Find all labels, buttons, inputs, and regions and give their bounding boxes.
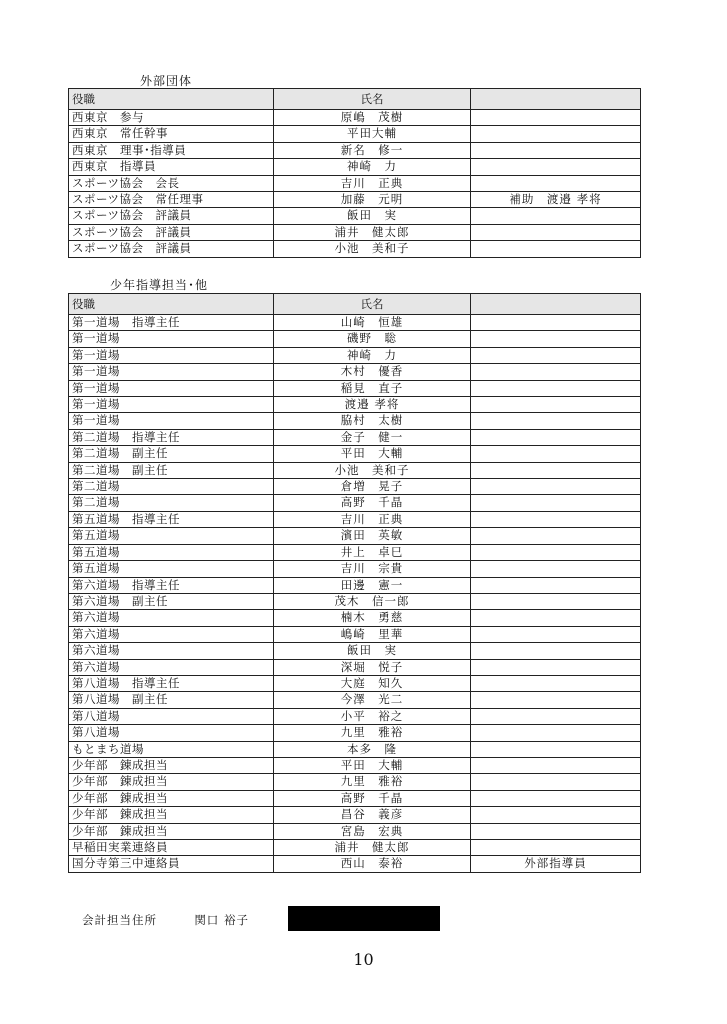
name-cell: 渡邉 孝将 xyxy=(274,397,471,413)
role-cell: 第一道場 xyxy=(69,380,274,396)
role-cell: もとまち道場 xyxy=(69,741,274,757)
name-cell: 九里 雅裕 xyxy=(274,774,471,790)
table-row xyxy=(69,495,641,511)
table-row xyxy=(69,331,641,347)
name-cell: 深堀 悦子 xyxy=(274,659,471,675)
note-cell xyxy=(471,110,641,126)
note-cell xyxy=(471,479,641,495)
role-cell: 第二道場 指導主任 xyxy=(69,429,274,445)
name-cell: 高野 千晶 xyxy=(274,495,471,511)
note-cell xyxy=(471,224,641,240)
note-cell xyxy=(471,708,641,724)
table-row xyxy=(69,511,641,527)
table-row xyxy=(69,479,641,495)
note-cell xyxy=(471,725,641,741)
note-cell xyxy=(471,511,641,527)
table-row xyxy=(69,446,641,462)
note-cell xyxy=(471,347,641,363)
table-row xyxy=(69,208,641,224)
role-cell: 少年部 錬成担当 xyxy=(69,823,274,839)
table-row xyxy=(69,364,641,380)
role-cell: 少年部 錬成担当 xyxy=(69,757,274,773)
role-column-header: 役職 xyxy=(69,89,274,110)
role-cell: 第六道場 xyxy=(69,626,274,642)
name-cell: 脇村 太樹 xyxy=(274,413,471,429)
name-cell: 宮島 宏典 xyxy=(274,823,471,839)
role-cell: 第五道場 xyxy=(69,528,274,544)
role-cell: 第八道場 xyxy=(69,725,274,741)
name-column-header: 氏名 xyxy=(274,89,471,110)
note-column-header xyxy=(471,89,641,110)
note-cell xyxy=(471,823,641,839)
name-cell: 神崎 力 xyxy=(274,159,471,175)
name-cell: 浦井 健太郎 xyxy=(274,840,471,856)
role-column-header: 役職 xyxy=(69,294,274,315)
accounting-address-label: 会計担当住所 xyxy=(82,913,157,927)
youth-section-title: 少年指導担当･他 xyxy=(110,278,209,292)
note-cell xyxy=(471,241,641,257)
name-cell: 浦井 健太郎 xyxy=(274,224,471,240)
table-row xyxy=(69,757,641,773)
note-cell xyxy=(471,126,641,142)
table-row xyxy=(69,429,641,445)
name-cell: 大庭 知久 xyxy=(274,675,471,691)
table-row xyxy=(69,725,641,741)
note-cell xyxy=(471,364,641,380)
table-row xyxy=(69,544,641,560)
role-cell: 第二道場 xyxy=(69,479,274,495)
role-cell: 第一道場 xyxy=(69,331,274,347)
youth-instructors-table xyxy=(68,293,641,873)
table-row xyxy=(69,774,641,790)
role-cell: 第一道場 指導主任 xyxy=(69,315,274,331)
note-cell xyxy=(471,380,641,396)
role-cell: 第一道場 xyxy=(69,347,274,363)
table-row xyxy=(69,142,641,158)
name-cell: 嶋崎 里華 xyxy=(274,626,471,642)
table-row xyxy=(69,643,641,659)
note-cell xyxy=(471,757,641,773)
name-cell: 高野 千晶 xyxy=(274,790,471,806)
role-cell: 第一道場 xyxy=(69,413,274,429)
note-cell xyxy=(471,397,641,413)
table-row xyxy=(69,224,641,240)
role-cell: 国分寺第三中連絡員 xyxy=(69,856,274,872)
note-cell xyxy=(471,807,641,823)
table-row xyxy=(69,593,641,609)
note-cell xyxy=(471,315,641,331)
note-cell xyxy=(471,413,641,429)
external-section-title: 外部団体 xyxy=(140,74,193,88)
note-cell xyxy=(471,528,641,544)
name-cell: 茂木 信一郎 xyxy=(274,593,471,609)
role-cell: 第二道場 副主任 xyxy=(69,462,274,478)
note-cell xyxy=(471,741,641,757)
name-cell: 新名 修一 xyxy=(274,142,471,158)
role-cell: 第六道場 副主任 xyxy=(69,593,274,609)
name-cell: 神崎 力 xyxy=(274,347,471,363)
table-row xyxy=(69,126,641,142)
note-cell xyxy=(471,544,641,560)
note-cell xyxy=(471,790,641,806)
note-cell xyxy=(471,446,641,462)
table-row xyxy=(69,807,641,823)
table-row xyxy=(69,175,641,191)
note-cell xyxy=(471,495,641,511)
table-row xyxy=(69,397,641,413)
note-cell: 外部指導員 xyxy=(471,856,641,872)
table-row xyxy=(69,462,641,478)
name-cell: 楠木 勇慈 xyxy=(274,610,471,626)
role-cell: 少年部 錬成担当 xyxy=(69,774,274,790)
name-cell: 井上 卓巳 xyxy=(274,544,471,560)
name-cell: 小平 裕之 xyxy=(274,708,471,724)
role-cell: 第二道場 xyxy=(69,495,274,511)
name-column-header: 氏名 xyxy=(274,294,471,315)
role-cell: 第一道場 xyxy=(69,397,274,413)
role-cell: 第六道場 xyxy=(69,610,274,626)
name-cell: 磯野 聡 xyxy=(274,331,471,347)
note-cell xyxy=(471,840,641,856)
table-row xyxy=(69,347,641,363)
name-cell: 小池 美和子 xyxy=(274,462,471,478)
note-column-header xyxy=(471,294,641,315)
table-row xyxy=(69,159,641,175)
note-cell xyxy=(471,208,641,224)
external-organizations-table xyxy=(68,88,641,258)
role-cell: 少年部 錬成担当 xyxy=(69,790,274,806)
name-cell: 吉川 宗貴 xyxy=(274,561,471,577)
table-row xyxy=(69,577,641,593)
role-cell: スポーツ協会 会長 xyxy=(69,175,274,191)
note-cell xyxy=(471,462,641,478)
note-cell: 補助 渡邉 孝将 xyxy=(471,192,641,208)
role-cell: 第八道場 指導主任 xyxy=(69,675,274,691)
role-cell: 第二道場 副主任 xyxy=(69,446,274,462)
note-cell xyxy=(471,577,641,593)
name-cell: 平田 大輔 xyxy=(274,757,471,773)
name-cell: 昌谷 義彦 xyxy=(274,807,471,823)
redacted-address-block xyxy=(288,906,440,931)
note-cell xyxy=(471,774,641,790)
note-cell xyxy=(471,593,641,609)
table-row xyxy=(69,790,641,806)
role-cell: 第五道場 xyxy=(69,544,274,560)
role-cell: 早稲田実業連絡員 xyxy=(69,840,274,856)
name-cell: 今澤 光二 xyxy=(274,692,471,708)
role-cell: 西東京 理事･指導員 xyxy=(69,142,274,158)
name-cell: 田邊 憲一 xyxy=(274,577,471,593)
table-row xyxy=(69,659,641,675)
role-cell: スポーツ協会 評議員 xyxy=(69,224,274,240)
note-cell xyxy=(471,626,641,642)
table-row xyxy=(69,823,641,839)
table-row xyxy=(69,380,641,396)
role-cell: 第六道場 指導主任 xyxy=(69,577,274,593)
note-cell xyxy=(471,610,641,626)
note-cell xyxy=(471,692,641,708)
role-cell: 西東京 参与 xyxy=(69,110,274,126)
note-cell xyxy=(471,175,641,191)
name-cell: 金子 健一 xyxy=(274,429,471,445)
table-row xyxy=(69,413,641,429)
note-cell xyxy=(471,159,641,175)
name-cell: 加藤 元明 xyxy=(274,192,471,208)
role-cell: スポーツ協会 評議員 xyxy=(69,241,274,257)
table-row xyxy=(69,741,641,757)
table-row xyxy=(69,528,641,544)
note-cell xyxy=(471,142,641,158)
table-row xyxy=(69,315,641,331)
table-row xyxy=(69,610,641,626)
note-cell xyxy=(471,675,641,691)
table-row xyxy=(69,561,641,577)
name-cell: 平田大輔 xyxy=(274,126,471,142)
table-row xyxy=(69,708,641,724)
page-number: 10 xyxy=(353,950,374,969)
name-cell: 木村 優香 xyxy=(274,364,471,380)
role-cell: 第六道場 xyxy=(69,659,274,675)
table-header-row xyxy=(69,89,641,110)
role-cell: 第八道場 副主任 xyxy=(69,692,274,708)
table-row xyxy=(69,675,641,691)
name-cell: 九里 雅裕 xyxy=(274,725,471,741)
accounting-contact-line xyxy=(82,912,249,928)
note-cell xyxy=(471,429,641,445)
role-cell: 第六道場 xyxy=(69,643,274,659)
table-row xyxy=(69,110,641,126)
name-cell: 小池 美和子 xyxy=(274,241,471,257)
role-cell: スポーツ協会 常任理事 xyxy=(69,192,274,208)
role-cell: 第一道場 xyxy=(69,364,274,380)
table-row xyxy=(69,626,641,642)
name-cell: 吉川 正典 xyxy=(274,511,471,527)
role-cell: 第五道場 指導主任 xyxy=(69,511,274,527)
name-cell: 飯田 実 xyxy=(274,208,471,224)
note-cell xyxy=(471,643,641,659)
name-cell: 濱田 英敏 xyxy=(274,528,471,544)
name-cell: 飯田 実 xyxy=(274,643,471,659)
table-header-row xyxy=(69,294,641,315)
role-cell: 少年部 錬成担当 xyxy=(69,807,274,823)
name-cell: 本多 隆 xyxy=(274,741,471,757)
note-cell xyxy=(471,659,641,675)
table-row xyxy=(69,241,641,257)
name-cell: 平田 大輔 xyxy=(274,446,471,462)
note-cell xyxy=(471,561,641,577)
name-cell: 原嶋 茂樹 xyxy=(274,110,471,126)
table-row xyxy=(69,856,641,872)
name-cell: 山崎 恒雄 xyxy=(274,315,471,331)
name-cell: 西山 泰裕 xyxy=(274,856,471,872)
note-cell xyxy=(471,331,641,347)
role-cell: 西東京 指導員 xyxy=(69,159,274,175)
role-cell: 西東京 常任幹事 xyxy=(69,126,274,142)
name-cell: 倉増 晃子 xyxy=(274,479,471,495)
table-row xyxy=(69,192,641,208)
table-row xyxy=(69,692,641,708)
role-cell: 第八道場 xyxy=(69,708,274,724)
accounting-person-name: 関口 裕子 xyxy=(194,913,249,927)
role-cell: スポーツ協会 評議員 xyxy=(69,208,274,224)
name-cell: 吉川 正典 xyxy=(274,175,471,191)
name-cell: 稲見 直子 xyxy=(274,380,471,396)
role-cell: 第五道場 xyxy=(69,561,274,577)
table-row xyxy=(69,840,641,856)
